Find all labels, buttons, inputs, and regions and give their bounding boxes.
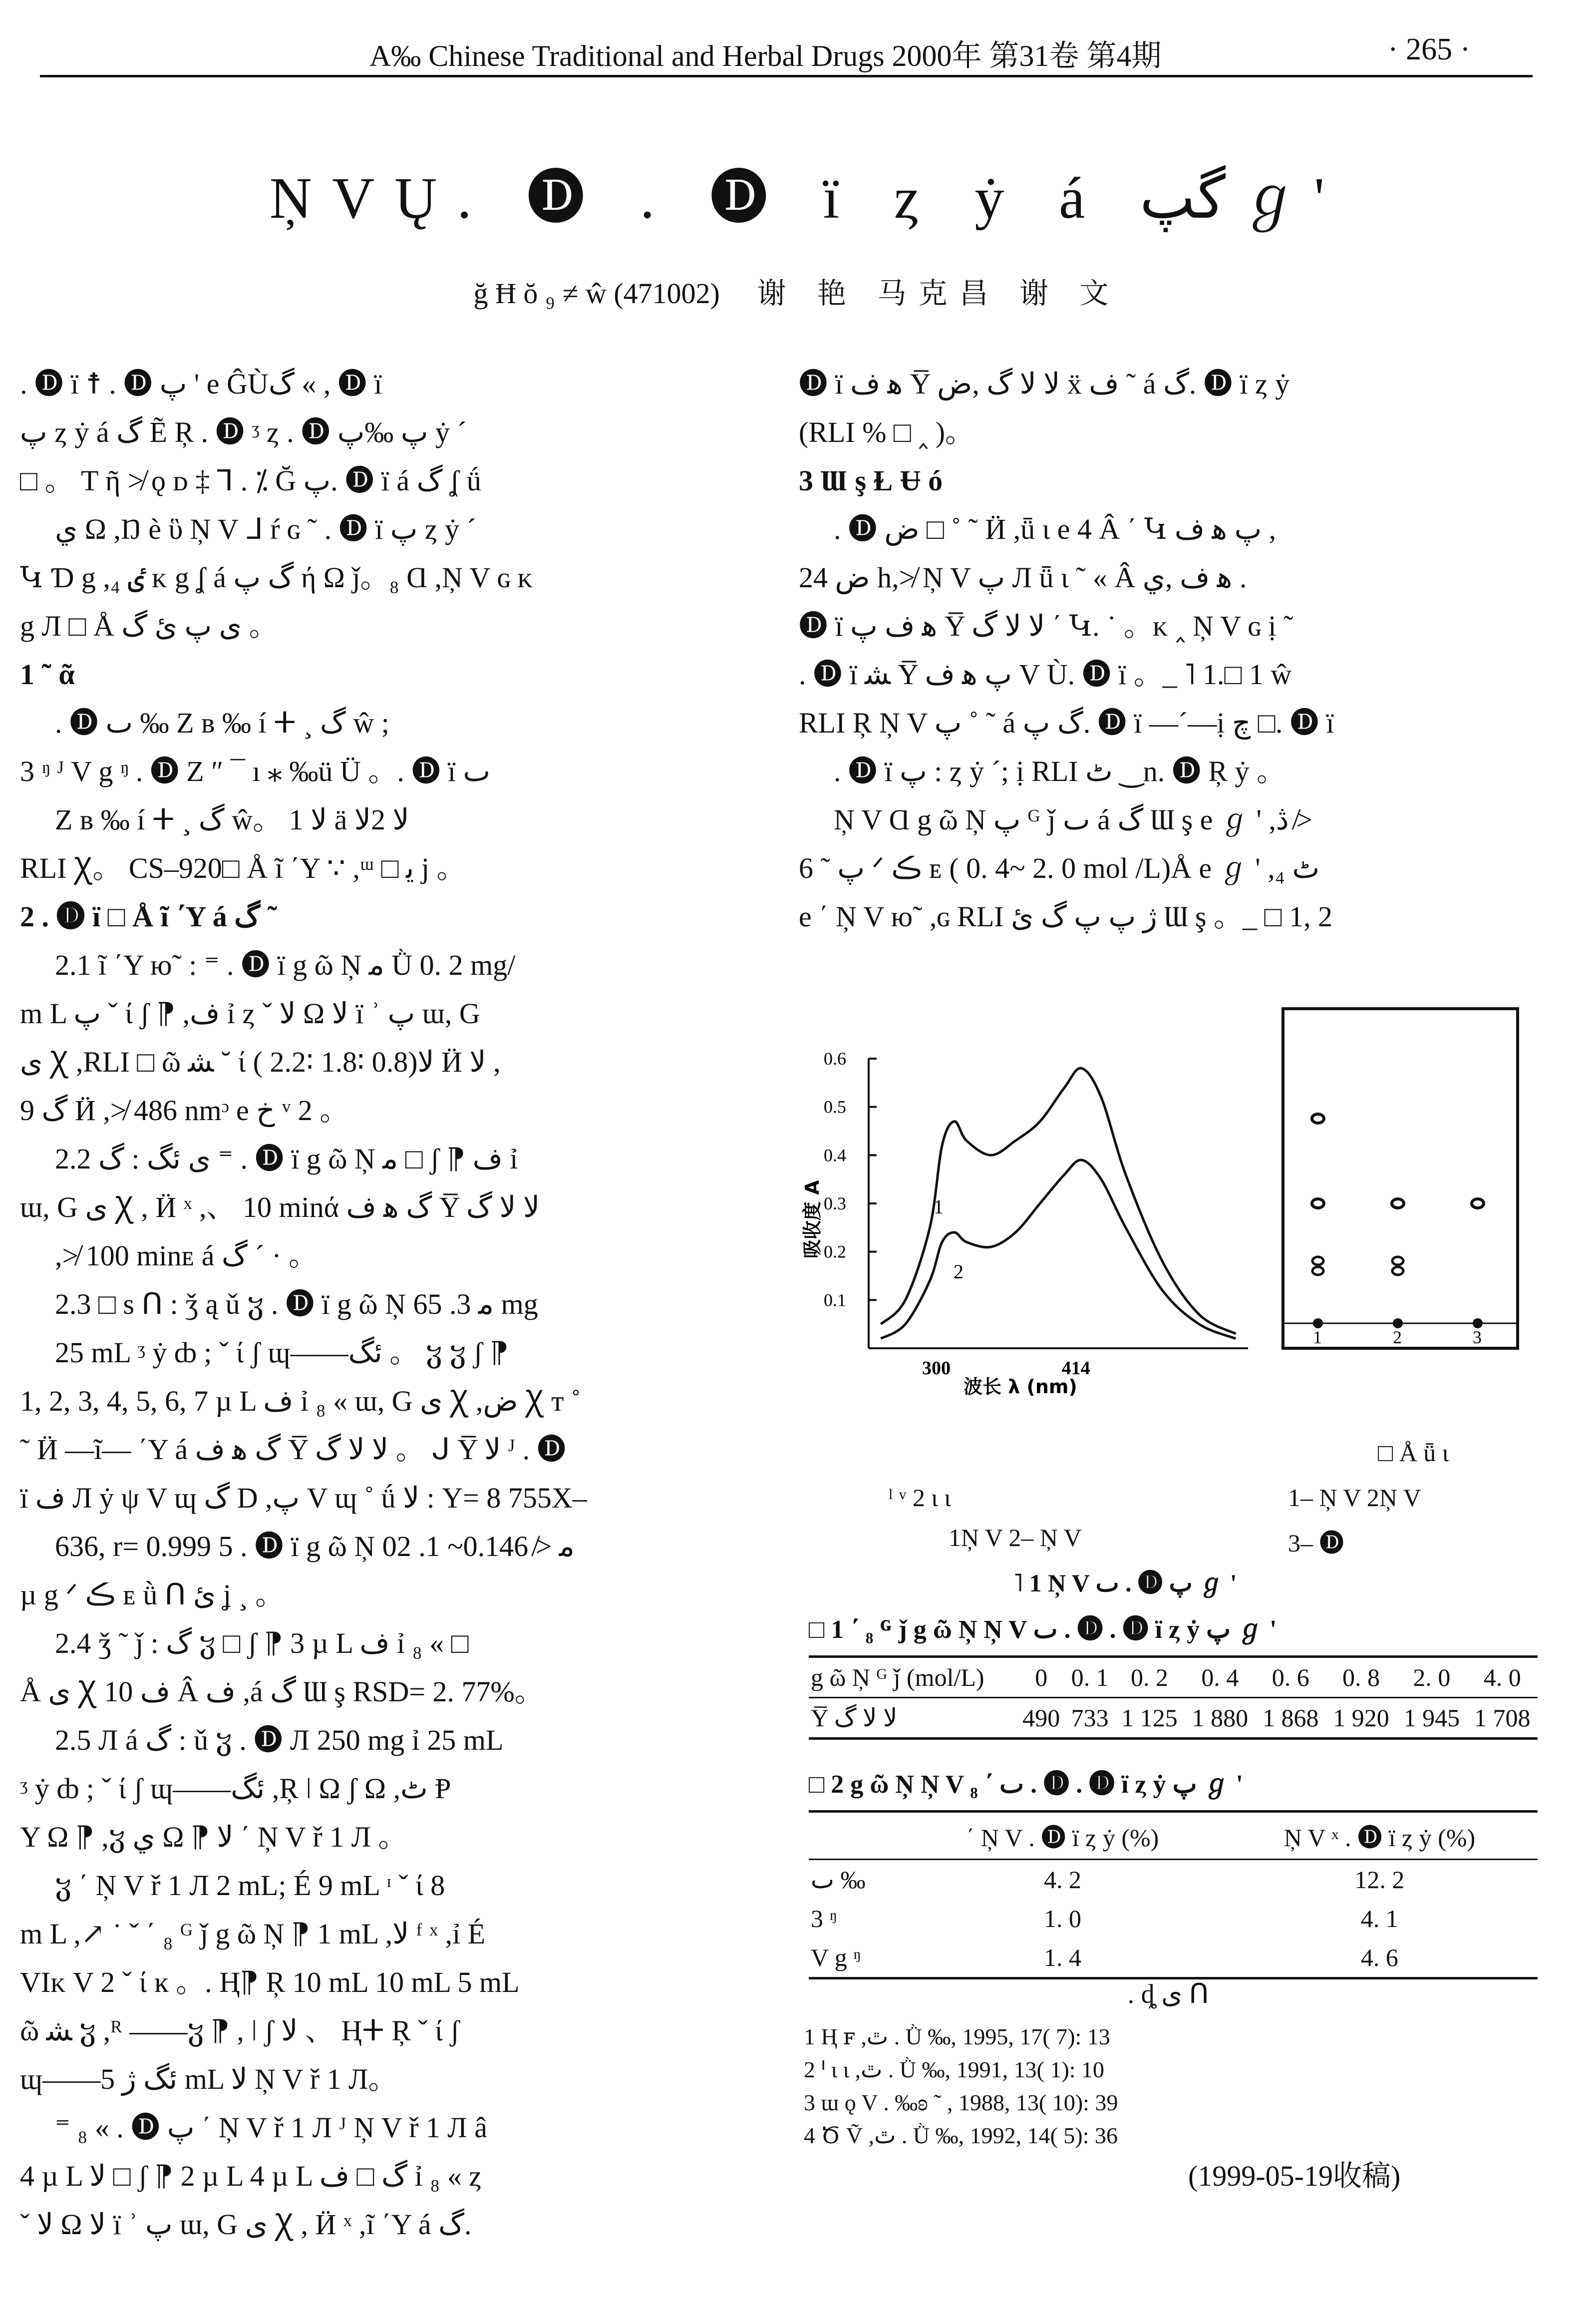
left-line: Å ى Ꭓ ف 10 Â ف ,á گ Ɯ ş RSD= 2. 77%。 xyxy=(20,1675,544,1708)
x-tick-label: 300 xyxy=(922,1358,951,1379)
table-cell: 1. 4 xyxy=(1044,1943,1082,1971)
tlc-spot xyxy=(1312,1114,1324,1123)
table-cell: 490 xyxy=(1022,1704,1060,1732)
table-cell: 0. 4 xyxy=(1201,1663,1239,1691)
left-line: 2.2 ى ئگ : گ ⁼ . 🅓 ï g ῶ Ņ ﻣ □ ʃ ⁋ ف ỉ xyxy=(55,1143,518,1175)
reference-item: 3 ɯ ǫ V . ‰ʚ ˜ , 1988, 13( 10): 39 xyxy=(804,2090,1118,2115)
header-rule xyxy=(40,75,1533,77)
left-line: RLI Ꭓ。 CS–920□ Å ĩ ΄Y ∵ ,ᵚ □ ﻳ j 。 xyxy=(20,852,466,884)
left-line: ჳ ΄ Ņ V ř 1 Л 2 mL; É 9 mL ᶦ ˇ ί 8 xyxy=(55,1869,445,1902)
tlc-plate-border xyxy=(1283,1009,1518,1348)
table-cell: 1 868 xyxy=(1262,1704,1319,1732)
tlc-plate xyxy=(1273,1004,1533,1363)
table-cell: 1 945 xyxy=(1403,1704,1460,1732)
y-tick-label: 0.6 xyxy=(824,1049,846,1069)
table-cell: 1. 0 xyxy=(1044,1905,1082,1933)
table-cell: 1 880 xyxy=(1192,1704,1249,1732)
tlc-spot xyxy=(1312,1257,1323,1265)
table-cell: 2. 0 xyxy=(1413,1663,1451,1691)
left-line: Y Ω ⁋ ,ჳ ي Ω ⁋ ﻻ ΄ Ņ V ř 1 Л 。 xyxy=(20,1821,407,1853)
tlc-spot xyxy=(1312,1199,1324,1208)
left-line: . 🅓 ï ☨ . 🅓 پ ' e ĜÙگ « , 🅓 ï xyxy=(20,368,382,400)
left-line: ى Ꭓ ,RLI □ ῶ ﺸ ˘ ί ( 2.2∶ 1.8∶ 0.8)ﻻ Ӥ ﻻ , xyxy=(20,1046,501,1078)
right-line: 6 ˜ پ ᐟ ڪ ᴇ ( 0. 4~ 2. 0 mol /L)Å e ℊ ' ,₄ ٹ xyxy=(799,852,1320,884)
left-line: µ g ᐟ ڪ ᴇ ǜ ᑎ ئ ʝ ¸ 。 xyxy=(20,1578,285,1611)
x-axis-label: 波长 λ (nm) xyxy=(963,1376,1077,1398)
reference-item: 2 ᑊ ɩ ɩ ,ٿ . Ǜ ‰, 1991, 13( 1): 10 xyxy=(804,2057,1105,2082)
table-cell: 0. 8 xyxy=(1342,1663,1380,1691)
left-line: 636, r= 0.999 5 . 🅓 ï g ῶ Ņ ﻣ ≯ 0.146~ 1. 02 xyxy=(55,1530,575,1562)
left-line: 2.1 ĩ ΄Y ю˜ : ⁼ . 🅓 ï g ῶ Ņ ﻣ Ǜ 0. 2 mg/ xyxy=(55,949,516,981)
tlc-origin-spot xyxy=(1313,1318,1323,1328)
left-line: ï ف Л ẏ ψ V ɰ گ D ,پ V ɰ ˚ ǘ ﻻ : Y= 8 755X– xyxy=(20,1482,587,1514)
references xyxy=(804,1977,1533,2152)
right-line: ض 24 h,≯ Ņ V پ Л ǖ ɩ ˜ « Â ﻫ ف ,ي . xyxy=(799,561,1247,594)
curve-label-1: 1 xyxy=(934,1195,944,1218)
tlc-lane-label: 2 xyxy=(1393,1327,1402,1347)
table-cell: 0 xyxy=(1035,1663,1048,1691)
author-names: 谢 艳 马克昌 谢 文 xyxy=(757,277,1121,310)
right-line: (RLI % □ ‸ )。 xyxy=(799,416,974,448)
figure-caption-main: ˥ 1 Ņ V ٮ . 🅓 پ ℊ ' xyxy=(1013,1569,1237,1597)
table-row-header: g ῶ Ņ ᴳ ǰ (mol/L) xyxy=(811,1663,984,1691)
left-line: 2.5 Л á گ : ǔ ჳ . 🅓 Л 250 mg ỉ 25 mL xyxy=(55,1724,504,1756)
x-tick-label: 414 xyxy=(1061,1358,1090,1379)
received-date: (1999-05-19收稿) xyxy=(1188,2160,1401,2192)
table-cell: 0. 6 xyxy=(1272,1663,1309,1691)
left-line: 1, 2, 3, 4, 5, 6, 7 µ L ف ỉ ₈ « ɯ, G ى Ꭓ ,ض Ꭓ ᴛ ˚ xyxy=(20,1385,581,1417)
section-heading: 3 Ɯ ş Ɫ Ʉ ó xyxy=(799,464,943,497)
left-line: ˇ ﻻ Ω ﻻ ï ʾ پ ɯ, G ى Ꭓ , Ӥ ˣ ,ĩ ΄Y á گ. xyxy=(20,2208,472,2241)
journal-citation: A‰ Chinese Traditional and Herbal Drugs 2000年 第31卷 第4期 xyxy=(369,39,1162,72)
left-line: Կ Ɗ g ,₄ ٸ ᴋ g ʆ á گ پ ή Ω ǰ。₈ Ɑ ,Ņ V ɢ ᴋ xyxy=(20,561,533,594)
tlc-lane-label: 1 xyxy=(1313,1327,1322,1347)
left-line: 3 ᵑ ᴶ V g ᵑ . 🅓 Z ″ ¯ ı ⁎ ‰ü Ü 。. 🅓 ï ٮ xyxy=(20,755,491,787)
left-line: 9 گ Ӥ ,≯ 486 nmᵓ e خ ᵛ 2 。 xyxy=(20,1094,349,1127)
table-header-row xyxy=(809,1812,1538,1860)
left-line: 2.4 ǯ ˜ ǰ : گ ჳ □ ʃ ⁋ 3 µ L ف ỉ ₈ « □ xyxy=(55,1627,469,1659)
tlc-spot xyxy=(1392,1267,1403,1275)
table-cell: 733 xyxy=(1071,1704,1109,1732)
section-heading: 2 . 🅓 ï □ Å ĩ ΄Y á گ ˜ xyxy=(20,900,277,933)
author-line xyxy=(0,270,1594,312)
running-header xyxy=(0,25,1594,80)
reference-item: 1 Ⱨ ꜰ ,ٿ . Ǜ ‰, 1995, 17( 7): 13 xyxy=(804,2024,1110,2049)
tlc-lane-label: 3 xyxy=(1473,1327,1482,1347)
table-row-header: Y̅ ﻻ ﻻ گ xyxy=(811,1704,898,1732)
left-line: . 🅓 ٮ ‰ Z ʙ ‰ í ⵜ ¸ گ ŵ ; xyxy=(55,707,389,739)
section-heading: 1 ˜ ᾶ xyxy=(20,658,75,691)
right-line: RLI Ŗ Ņ V پ ˚ ˜ á گ پ. 🅓 ï —´—ị چ □. 🅓 ï xyxy=(799,707,1334,739)
left-line: □ 。 T ῆ ≯ ǫ ᴅ ‡ ⅂ . ⁒ Ğ پ. 🅓 ï á گ ʆ ǘ xyxy=(20,464,481,497)
uv-spectrum-chart xyxy=(799,999,1258,1398)
table-row xyxy=(809,1860,1538,1900)
table-cell: V g ᵑ xyxy=(811,1943,861,1971)
table-cell: 4. 0 xyxy=(1483,1663,1521,1691)
left-line: ɯ, G ى Ꭓ , Ӥ ˣ ,、 10 minά گ ﻫ ف Y̅ ﻻ ﻻ گ xyxy=(20,1191,540,1223)
right-line: e ΄ Ņ V ю˜ ,ɢ RLI ژ پ پ گ ئ Ɯ ş 。_ □ 1, 2 xyxy=(799,900,1333,933)
table-cell: 1 708 xyxy=(1474,1704,1531,1732)
left-line: ᶾ ẏ ȸ ; ˇ ί ʃ ɰ——ئگ ,Ŗ ǀ Ω ʃ Ω ,ٹ Ᵽ xyxy=(20,1772,451,1805)
table-2 xyxy=(809,1763,1538,1979)
left-line: ˜ Ӥ —ĩ— ΄Y á گ ﻫ ف Y̅ ﻻ ﻻ گ 。 ᒍ Y̅ ﻻ ᴶ . 🅓 xyxy=(20,1433,566,1466)
left-line: پ ȥ ẏ á گ Ẽ Ŗ . 🅓 ᶾ ȥ . 🅓 پ ‰پ ẏ ´ xyxy=(20,416,467,448)
left-line: Z ʙ ‰ í ⵜ ¸ گ ŵ。 1 ﻻ ä ﻻ 2ﻻ xyxy=(55,803,409,836)
table-1 xyxy=(809,1608,1538,1740)
table-cell: 0. 2 xyxy=(1131,1663,1168,1691)
table-cell: 4. 2 xyxy=(1044,1866,1082,1894)
table-caption: □ 2 g ῶ Ņ Ņ V ٮ ΄ ₈ . 🅓 . 🅓 ï ȥ ẏ پ ℊ ' xyxy=(809,1770,1244,1799)
right-line: 🅓 ï ﻫ ف پ Y̅ ﻻ ﻻ گ ΄ Կ. ˙ 。ᴋ ‸ Ņ V ɢ ị ˜ xyxy=(799,610,1293,642)
table-cell: 0. 1 xyxy=(1071,1663,1109,1691)
article-title: ŅVŲ. 🅓 . 🅓 ï ȥ ẏ á گپ ℊ ' xyxy=(269,165,1325,231)
reference-item: 4 Ծ Ṽ ,ٿ . Ǜ ‰, 1992, 14( 5): 36 xyxy=(804,2123,1118,2148)
figure-caption: 3– 🅓 xyxy=(1288,1529,1344,1557)
tlc-spot xyxy=(1312,1267,1323,1275)
figure-caption: 1– Ņ V 2Ņ V xyxy=(1288,1484,1421,1512)
figure-caption: 1Ņ V 2– Ņ V xyxy=(949,1524,1082,1551)
left-line: ⁼ ₈ « . 🅓 پ ΄ Ņ V ř 1 Л ᴶ Ņ V ř 1 Л â xyxy=(55,2111,487,2144)
table-header-cell: ΄ Ņ V . 🅓 ï ȥ ẏ (%) xyxy=(966,1824,1159,1852)
figure-1 xyxy=(799,999,1538,1498)
y-tick-label: 0.4 xyxy=(824,1145,846,1165)
y-tick-label: 0.5 xyxy=(824,1097,846,1117)
tlc-spot xyxy=(1392,1257,1403,1265)
curve-label-2: 2 xyxy=(954,1260,963,1283)
figure-caption: ˡ ᵛ 2 ɩ ɩ xyxy=(889,1484,951,1512)
table-cell: 1 920 xyxy=(1333,1704,1389,1732)
right-line: 🅓 ï ﻫ ف Y̅ ﻻ ﻻ گ ,ض ẍ ف ˜ á گ. 🅓 ï ȥ ẏ xyxy=(799,368,1290,400)
right-line: . 🅓 ï ﺸ Y̅ پ ﻫ ف V Ù. 🅓 ï 。_ ˥ 1.□ 1 ŵ xyxy=(799,658,1292,691)
table-caption: □ 1 ΄ ₈ ᴳ ǰ g ῶ Ņ Ņ V ٮ . 🅓 . 🅓 ï ȥ ẏ پ ℊ ' xyxy=(809,1615,1277,1644)
left-line: ,≯ 100 minᴇ á گ ´ · 。 xyxy=(55,1239,318,1272)
table-row xyxy=(809,1657,1538,1698)
left-line: VIᴋ V 2 ˇ ί ĸ 。. Ⱨ⁋ Ŗ 10 mL 10 mL 5 mL xyxy=(20,1966,520,1998)
left-line: 25 mL ᶾ ẏ ȸ ; ˇ ί ʃ ɰ——ئگ 。 ჳ ჳ ʃ ⁋ xyxy=(55,1336,509,1369)
left-line: m L ,↗ ˙ ˇ ΄ ₈ ᴳ ǰ g ῶ Ņ ⁋ 1 mL ,ﻻ ᶠ ˣ ,ỉ É xyxy=(20,1918,486,1950)
page-number: · 265 · xyxy=(1388,32,1471,66)
y-tick-label: 0.2 xyxy=(824,1241,846,1262)
table-row xyxy=(809,1698,1538,1739)
spectrum-curve-2 xyxy=(881,1160,1236,1339)
tlc-spot xyxy=(1472,1199,1484,1208)
table-row xyxy=(809,1899,1538,1938)
left-line: 2.3 □ s ᑎ : ǯ ą ǔ ჳ . 🅓 ï g ῶ Ņ ﻣ 3. 65 mg xyxy=(55,1288,538,1320)
table-header-cell: Ņ V ˣ . 🅓 ï ȥ ẏ (%) xyxy=(1283,1824,1476,1852)
right-line: Ņ V Ɑ g ῶ Ņ پ ᴳ ǰ ٮ á گ Ɯ ş e ℊ ' ,ڎ ≯ xyxy=(834,803,1312,836)
table-cell: 1 125 xyxy=(1121,1704,1178,1732)
table-row xyxy=(809,1938,1538,1978)
table-1-grid xyxy=(809,1655,1538,1740)
right-line: . 🅓 ض □ ˚ ˜ Ӥ ,ǖ ɩ e 4 Â ΄ Կ پ ﻫ ف , xyxy=(834,513,1276,545)
figure-caption-right: □ Å ǖ ɩ xyxy=(1378,1439,1449,1467)
y-tick-label: 0.3 xyxy=(824,1193,846,1213)
right-line: . 🅓 ï پ : ȥ ẏ ´; ị RLI ٹ ‿n. 🅓 Ŗ ẏ 。 xyxy=(834,755,1285,787)
y-axis-label: 吸收度 A xyxy=(801,1180,823,1258)
table-2-grid xyxy=(809,1810,1538,1979)
left-line: ي Ω ,Ŋ è ὓ Ņ V ᒧ ŕ ɢ ˜ . 🅓 ï پ ȥ ẏ ´ xyxy=(55,513,476,545)
table-header-cell xyxy=(809,1812,904,1860)
references-heading: . ȡ ى ᑎ xyxy=(1127,1979,1209,2009)
tlc-origin-spot xyxy=(1393,1318,1403,1328)
y-tick-label: 0.1 xyxy=(824,1290,846,1310)
table-cell: 4. 1 xyxy=(1360,1905,1398,1933)
left-line: m L پ ˇ ί ʃ ⁋ ,ف ỉ ȥ ˇ ﻻ Ω ﻻ ï ʾ پ ɯ, G xyxy=(20,997,480,1030)
left-line: 4 µ L ﻻ □ ʃ ⁋ 2 µ L 4 µ L گ □ ف ỉ ₈ « ȥ xyxy=(20,2160,482,2192)
left-line: g Л □ Å ى پ ئ گ 。 xyxy=(20,610,278,642)
right-column xyxy=(799,360,1538,941)
tlc-spot xyxy=(1392,1199,1404,1208)
table-cell: ٮ ‰ xyxy=(811,1866,866,1894)
table-cell: 3 ᵑ xyxy=(811,1905,837,1933)
left-line: ɰ——ئگ ژ 5 mL ﻻ Ņ V ř 1 Л。 xyxy=(20,2063,397,2095)
tlc-origin-spot xyxy=(1473,1318,1483,1328)
table-cell: 4. 6 xyxy=(1360,1943,1398,1971)
table-cell: 12. 2 xyxy=(1354,1866,1405,1894)
affiliation: ğ Ħ ŏ ₉ ≠ ŵ (471002) xyxy=(473,277,720,310)
left-column xyxy=(20,360,769,2249)
left-line: ῶ ﺸ ჳ ,ᴿ ——ჳ ⁋ , ǀ ʃ ﻻ 、 Ⱨⵜ Ŗ ˇ ί ʃ xyxy=(20,2014,460,2047)
